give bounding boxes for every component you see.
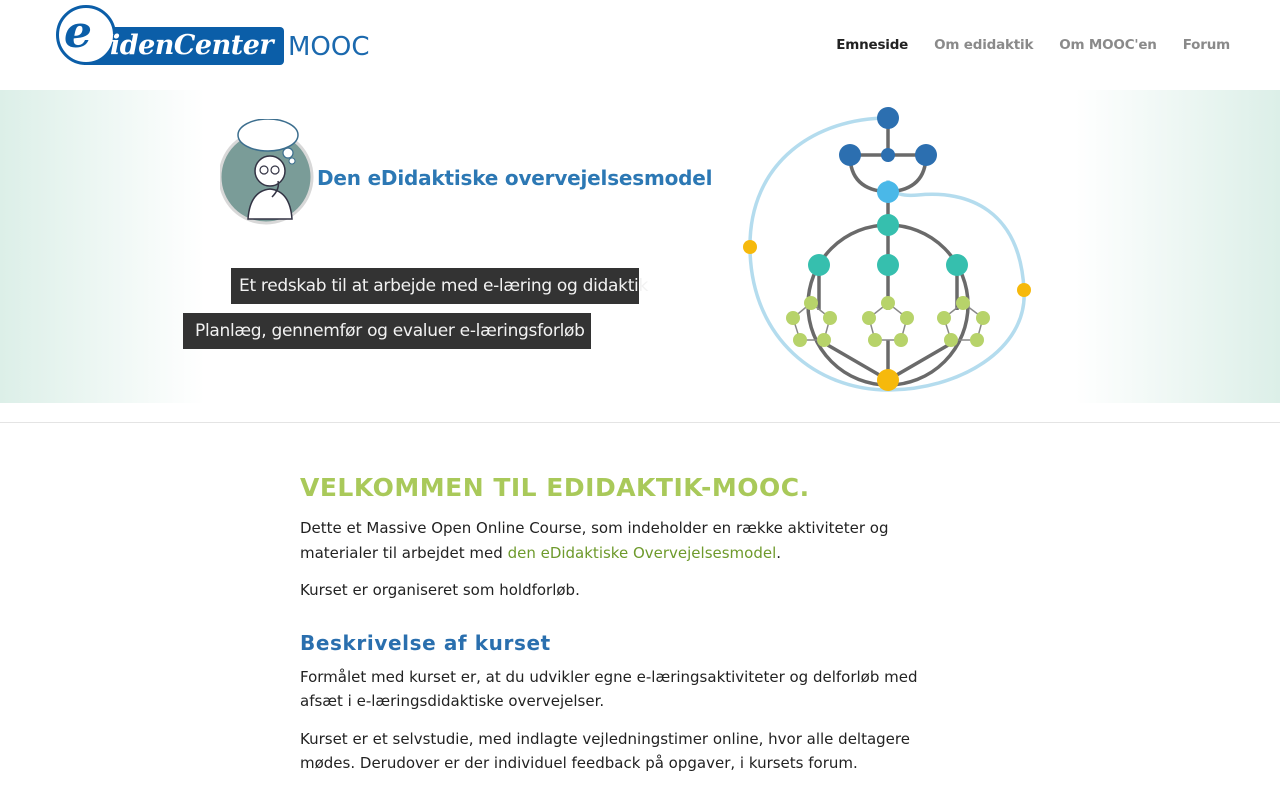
nav-item-forum[interactable]: Forum — [1182, 37, 1230, 53]
welcome-heading: VELKOMMEN TIL EDIDAKTIK-MOOC. — [300, 473, 810, 502]
intro-paragraph — [300, 516, 940, 565]
intro-text: Dette et Massive Open Online Course, som indeholder en række aktiviteter og materialer til arbejdet med — [300, 519, 889, 562]
nav-item-om-edidaktik[interactable]: Om edidaktik — [934, 37, 1034, 53]
purpose-paragraph: Formålet med kurset er, at du udvikler egne e-læringsaktiviteter og delforløb med afsæt i e-læringsdidaktiske overvejelser. — [300, 667, 918, 710]
logo-name: VidenCenter — [90, 30, 274, 61]
banner-title: Den eDidaktiske overvejelsesmodel — [317, 166, 713, 190]
selfstudy-paragraph: Kurset er et selvstudie, med indlagte vejledningstimer online, hvor alle deltagere mødes. Derudover er der individuel feedback på opgaver, i kursets forum. — [300, 729, 910, 772]
logo-letter: e — [64, 7, 92, 58]
nav-item-om-mooc[interactable]: Om MOOC'en — [1059, 37, 1157, 53]
site-logo[interactable] — [56, 5, 376, 67]
banner-tagline-1: Et redskab til at arbejde med e-læring og didaktik — [231, 268, 639, 304]
banner-tagline-2: Planlæg, gennemfør og evaluer e-læringsforløb — [183, 313, 591, 349]
banner-divider — [0, 422, 1280, 423]
main-content — [300, 470, 940, 776]
main-nav — [836, 34, 1230, 56]
hero-banner — [0, 90, 1280, 403]
description-heading: Beskrivelse af kurset — [300, 630, 551, 655]
model-link[interactable]: den eDidaktiske Overvejelsesmodel — [507, 543, 777, 562]
logo-suffix: MOOC — [288, 32, 370, 62]
logo-badge — [56, 5, 286, 67]
nav-item-emneside[interactable]: Emneside — [836, 37, 909, 53]
intro-end: . — [776, 543, 782, 562]
site-header — [0, 0, 1280, 90]
thinker-illustration — [220, 119, 320, 229]
model-diagram — [738, 100, 1038, 400]
organisation-paragraph: Kurset er organiseret som holdforløb. — [300, 581, 580, 599]
